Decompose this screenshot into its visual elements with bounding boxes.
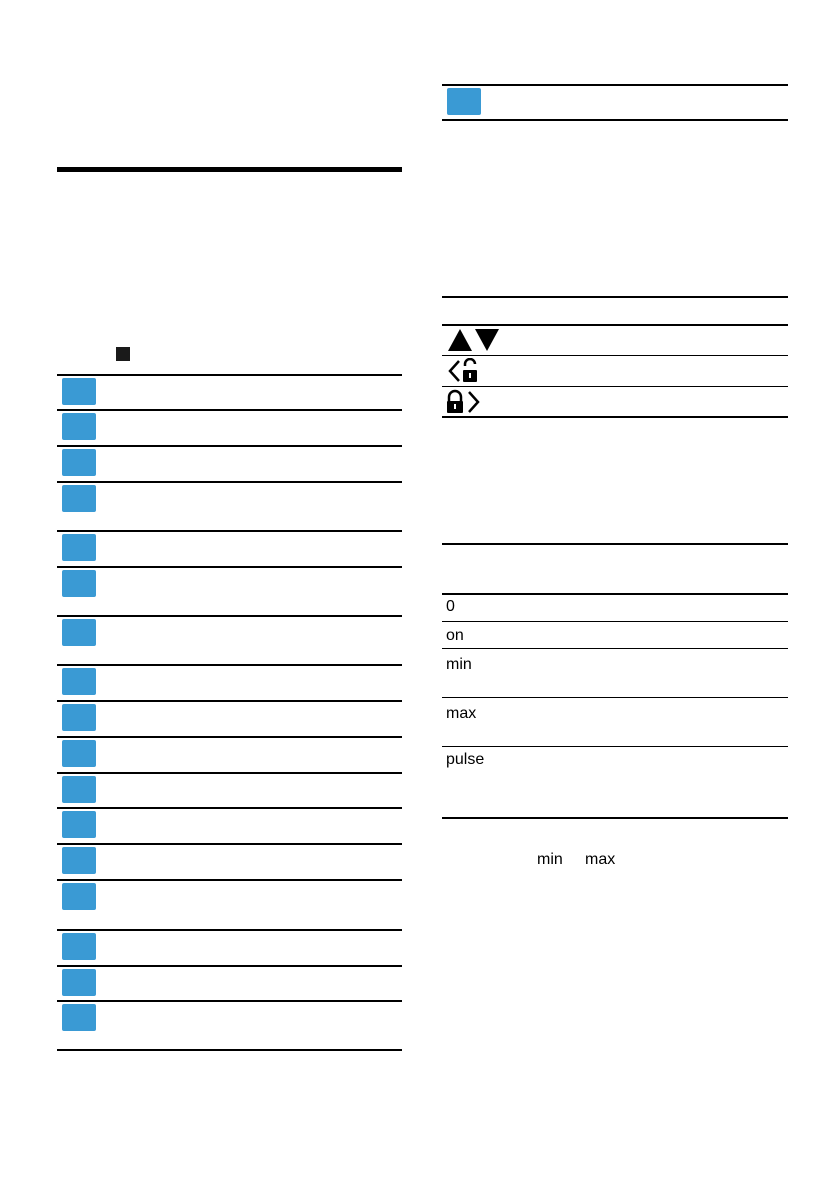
row-number-badge (62, 1004, 96, 1031)
row-divider (57, 879, 402, 881)
row-divider (57, 615, 402, 617)
symbol-table-top-rule (442, 296, 788, 298)
row-divider (57, 409, 402, 411)
row-divider (57, 965, 402, 967)
row-divider (57, 736, 402, 738)
row-divider (57, 700, 402, 702)
chevron-left-unlock-icon (447, 358, 481, 384)
setting-value: on (446, 627, 464, 644)
row-number-badge (62, 485, 96, 512)
setting-row-divider (442, 648, 788, 649)
row-divider (57, 481, 402, 483)
row-number-badge (62, 570, 96, 597)
row-number-badge (62, 378, 96, 405)
row-number-badge (62, 969, 96, 996)
symbol-row-divider (442, 355, 788, 356)
footnote-max: max (585, 851, 616, 868)
row-divider (57, 807, 402, 809)
row-divider (57, 1000, 402, 1002)
row-divider (57, 772, 402, 774)
triangle-up-down-icon (447, 328, 503, 352)
section-heading-rule (57, 167, 402, 172)
symbol-table-header-rule (442, 324, 788, 326)
footnote-min: min (537, 851, 563, 868)
marker-square-icon (116, 347, 130, 361)
setting-table-bottom-rule (442, 817, 788, 819)
setting-value: min (446, 656, 472, 673)
row-number-badge (447, 88, 481, 115)
row-number-badge (62, 619, 96, 646)
row-number-badge (62, 668, 96, 695)
row-divider (57, 929, 402, 931)
symbol-table-bottom-rule (442, 416, 788, 418)
top-row-rule (442, 84, 788, 86)
setting-row-divider (442, 697, 788, 698)
row-divider (57, 566, 402, 568)
lock-chevron-right-icon (445, 389, 481, 415)
table-top-rule (57, 374, 402, 376)
setting-row-divider (442, 746, 788, 747)
row-number-badge (62, 413, 96, 440)
row-divider (57, 664, 402, 666)
row-number-badge (62, 883, 96, 910)
setting-row-divider (442, 621, 788, 622)
row-number-badge (62, 704, 96, 731)
row-number-badge (62, 449, 96, 476)
setting-table-top-rule (442, 543, 788, 545)
setting-value: max (446, 705, 477, 722)
row-number-badge (62, 933, 96, 960)
symbol-row-divider (442, 386, 788, 387)
setting-table-header-rule (442, 593, 788, 595)
top-row-bottom-rule (442, 119, 788, 121)
table-bottom-rule (57, 1049, 402, 1051)
setting-value: pulse (446, 751, 485, 768)
row-divider (57, 530, 402, 532)
row-number-badge (62, 847, 96, 874)
setting-value: 0 (446, 598, 455, 615)
row-number-badge (62, 776, 96, 803)
row-number-badge (62, 534, 96, 561)
row-number-badge (62, 811, 96, 838)
row-divider (57, 843, 402, 845)
row-divider (57, 445, 402, 447)
row-number-badge (62, 740, 96, 767)
